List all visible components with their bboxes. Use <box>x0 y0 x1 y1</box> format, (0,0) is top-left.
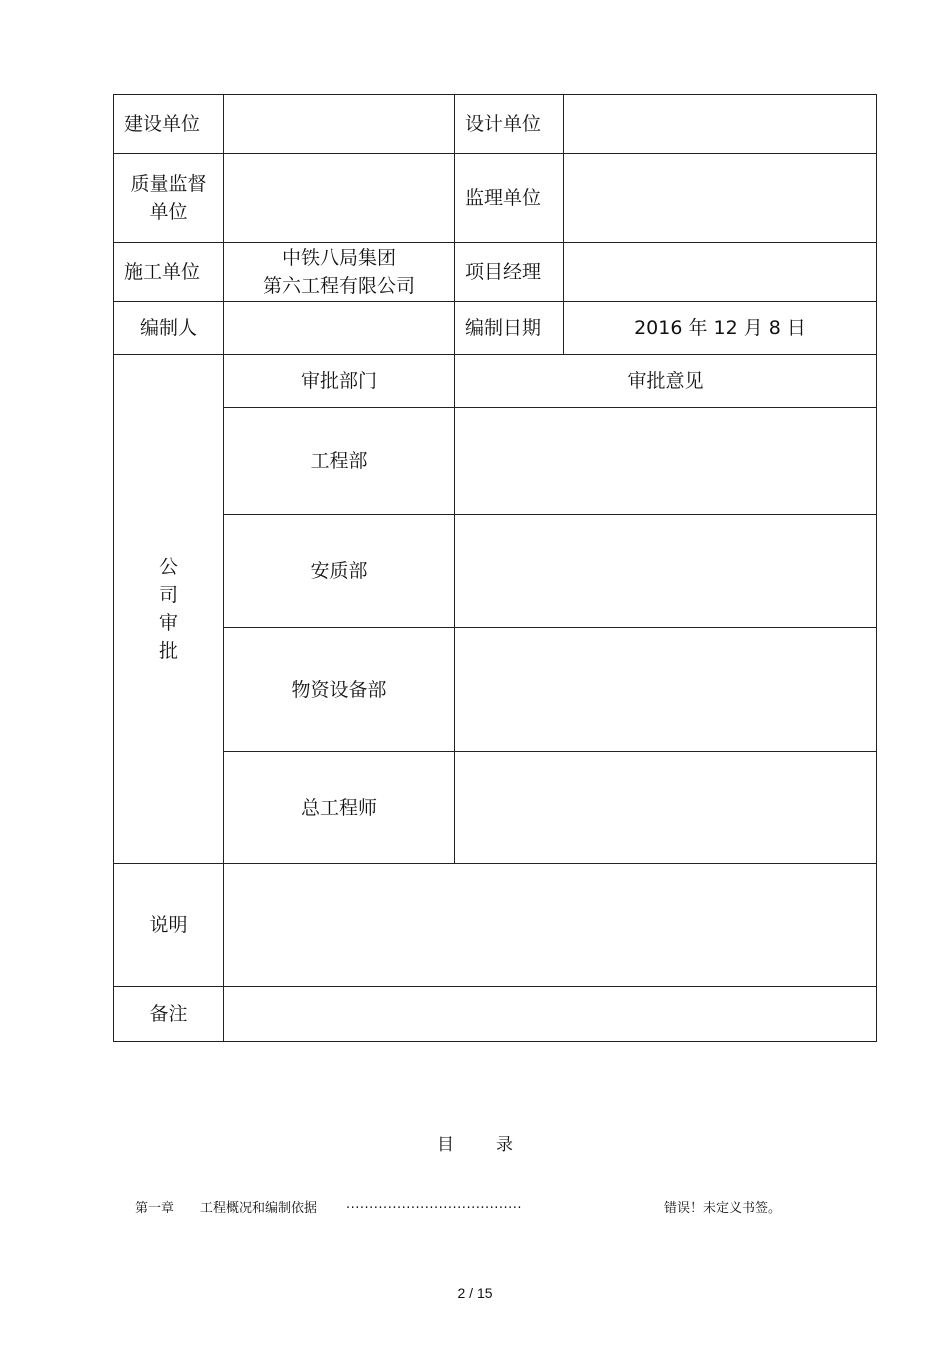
toc-title-char: 录 <box>496 1135 513 1155</box>
compile-date-value: 2016 年 12 月 8 日 <box>564 302 877 355</box>
dept-safety-quality: 安质部 <box>224 515 455 628</box>
quality-supervision-label-line-1: 质量监督 <box>130 173 207 195</box>
notes-label: 说明 <box>114 864 224 987</box>
dept-materials-equipment-opinion <box>455 628 877 752</box>
company-approval-char: 审 <box>158 612 178 634</box>
dept-engineering: 工程部 <box>224 408 455 515</box>
design-unit-value <box>564 95 877 154</box>
company-approval-char: 公 <box>158 556 178 578</box>
quality-supervision-label-line-2: 单位 <box>149 201 188 223</box>
page-total: 15 <box>476 1285 493 1301</box>
toc-entry-chapter: 第一章 <box>135 1201 175 1216</box>
project-manager-label: 项目经理 <box>455 243 564 302</box>
toc-title-char: 目 <box>437 1135 454 1155</box>
construction-unit-value <box>224 95 455 154</box>
quality-supervision-label <box>114 154 224 243</box>
builder-value <box>224 243 455 302</box>
design-unit-label: 设计单位 <box>455 95 564 154</box>
page-separator: / <box>469 1285 474 1301</box>
builder-label: 施工单位 <box>114 243 224 302</box>
quality-supervision-value <box>224 154 455 243</box>
supervision-unit-label: 监理单位 <box>455 154 564 243</box>
builder-value-line-2: 第六工程有限公司 <box>262 275 415 297</box>
page-current: 2 <box>457 1285 466 1301</box>
project-manager-value <box>564 243 877 302</box>
dept-materials-equipment: 物资设备部 <box>224 628 455 752</box>
builder-value-line-1: 中铁八局集团 <box>281 247 396 269</box>
page-number <box>0 1285 950 1301</box>
dept-chief-engineer-opinion <box>455 752 877 864</box>
construction-unit-label: 建设单位 <box>114 95 224 154</box>
company-approval-char: 司 <box>158 584 178 606</box>
remarks-label: 备注 <box>114 987 224 1042</box>
toc-entry-leader-dots: ...................................... <box>346 1197 523 1212</box>
toc-entry[interactable] <box>135 1197 815 1217</box>
toc-entry-name: 工程概况和编制依据 <box>200 1201 318 1216</box>
remarks-value <box>224 987 877 1042</box>
approval-dept-header: 审批部门 <box>224 355 455 408</box>
compiler-label: 编制人 <box>114 302 224 355</box>
dept-chief-engineer: 总工程师 <box>224 752 455 864</box>
company-approval-char: 批 <box>158 640 178 662</box>
toc-title <box>0 1130 950 1155</box>
supervision-unit-value <box>564 154 877 243</box>
toc-entry-page-ref: 错误！未定义书签。 <box>664 1201 782 1216</box>
approval-opinion-header: 审批意见 <box>455 355 877 408</box>
company-approval-label <box>114 355 224 864</box>
compiler-value <box>224 302 455 355</box>
compile-date-label: 编制日期 <box>455 302 564 355</box>
approval-form-table <box>113 94 877 1042</box>
notes-value <box>224 864 877 987</box>
dept-safety-quality-opinion <box>455 515 877 628</box>
dept-engineering-opinion <box>455 408 877 515</box>
